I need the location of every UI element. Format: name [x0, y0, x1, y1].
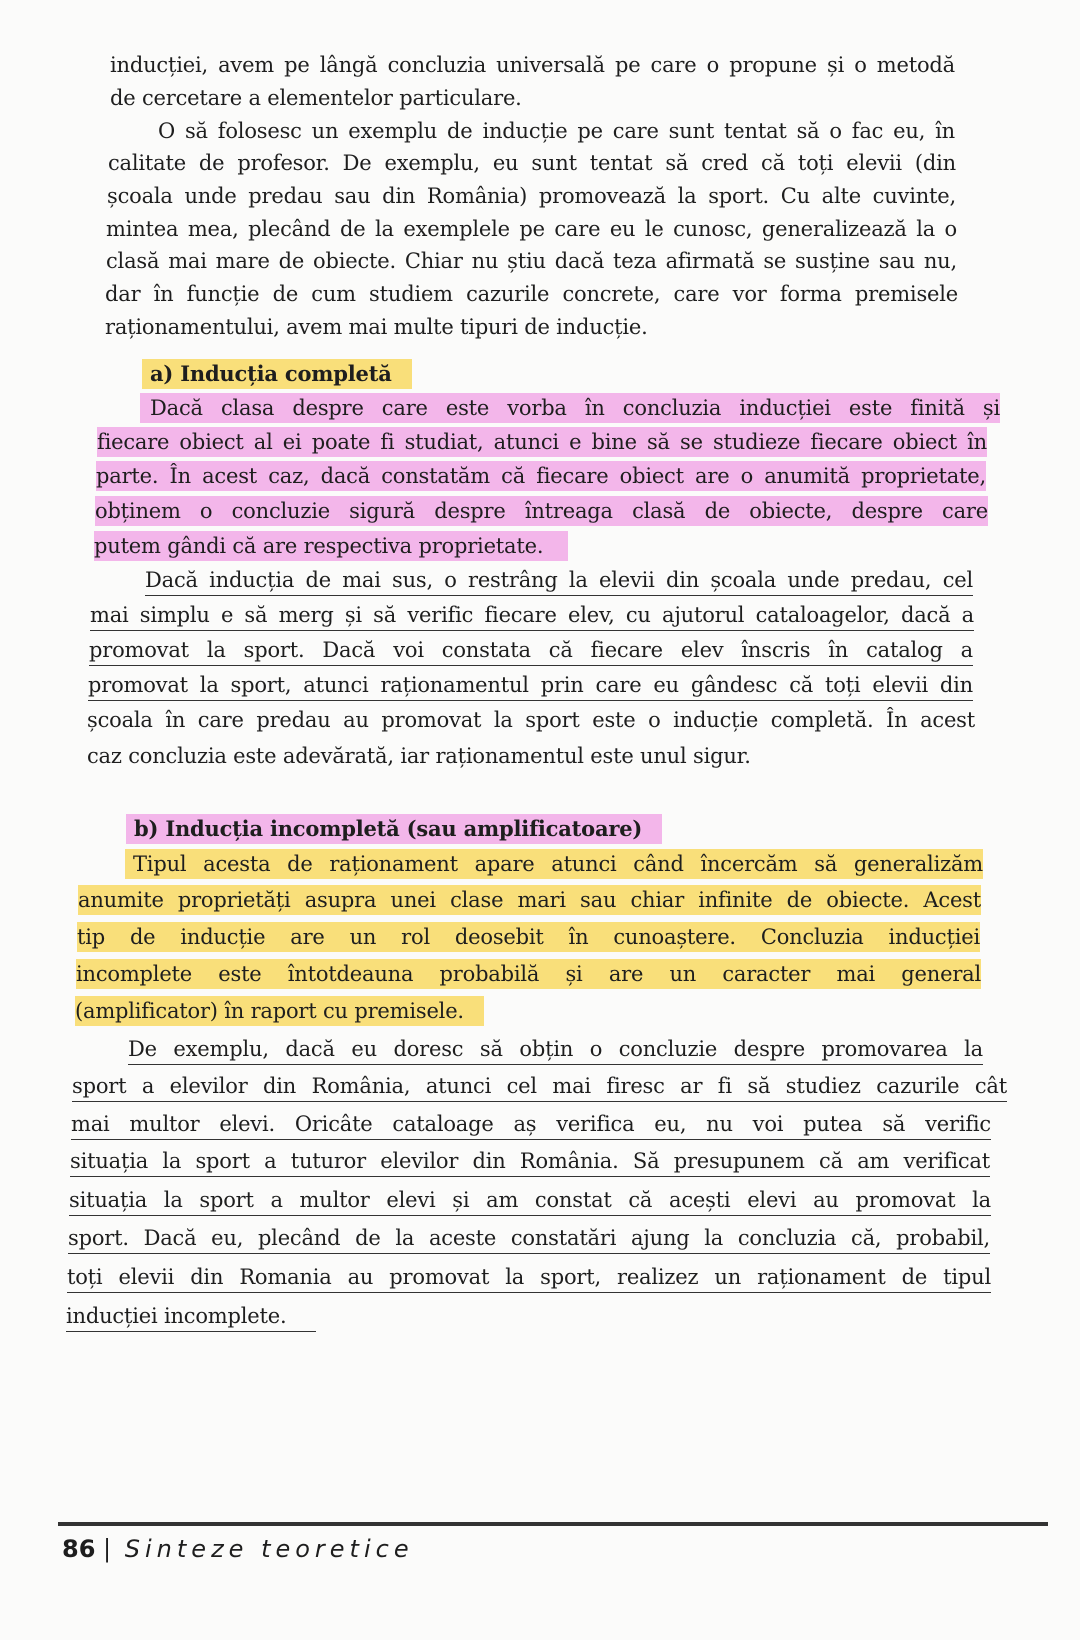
text-line: raționamentului, avem mai multe tipuri de inducție.	[105, 315, 648, 339]
text-line: școala unde predau sau din România) promovează la sport. Cu alte cuvinte,	[107, 184, 956, 208]
highlighted-line: (amplificator) în raport cu premisele.	[75, 996, 484, 1026]
text-line: de cercetare a elementelor particulare.	[110, 86, 522, 110]
text-line: caz concluzia este adevărată, iar raționamentul este unul sigur.	[87, 744, 751, 768]
book-title: Sinteze teoretice	[124, 1535, 414, 1563]
underlined-line: promovat la sport, atunci raționamentul prin care eu gândesc că toți elevii din	[88, 670, 973, 701]
underlined-line: situația la sport a multor elevi și am constat că acești elevi au promovat la	[69, 1185, 991, 1216]
page-number: 86	[62, 1535, 96, 1563]
highlighted-line: incomplete este întotdeauna probabilă și are un caracter mai general	[76, 959, 981, 989]
text-line: mintea mea, plecând de la exemplele pe care eu le cunosc, generalizează la o	[106, 217, 957, 241]
highlighted-line: Tipul acesta de raționament apare atunci când încercăm să generalizăm	[125, 849, 983, 879]
text-line: dar în funcție de cum studiem cazurile concrete, care vor forma premisele	[105, 282, 958, 306]
highlighted-line: obținem o concluzie sigură despre întreaga clasă de obiecte, despre care	[95, 496, 988, 526]
underlined-line: situația la sport a tuturor elevilor din România. Să presupunem că am verificat	[70, 1146, 990, 1177]
text-line: O să folosesc un exemplu de inducție pe care sunt tentat să o fac eu, în	[158, 119, 955, 143]
footer-separator: |	[103, 1535, 112, 1563]
underlined-line: promovat la sport. Dacă voi constata că fiecare elev înscris în catalog a	[89, 635, 973, 666]
highlighted-line: Dacă clasa despre care este vorba în concluzia inducției este finită și	[140, 393, 1000, 423]
highlighted-line: parte. În acest caz, dacă constatăm că fiecare obiect are o anumită proprietate,	[96, 461, 986, 491]
text-line: clasă mai mare de obiecte. Chiar nu știu dacă teza afirmată se susține sau nu,	[106, 249, 957, 273]
underlined-line: sport a elevilor din România, atunci cel mai firesc ar fi să studiez cazurile cât	[72, 1071, 1007, 1102]
page-footer	[62, 1535, 414, 1563]
underlined-line: mai multor elevi. Oricâte cataloage aș verifica eu, nu voi putea să verific	[71, 1109, 991, 1140]
underlined-line: inducției incomplete.	[66, 1301, 316, 1332]
highlighted-line: fiecare obiect al ei poate fi studiat, atunci e bine să se studieze fiecare obiect în	[97, 427, 987, 457]
underlined-line: mai simplu e să merg și să verific fiecare elev, cu ajutorul cataloagelor, dacă a	[90, 600, 974, 631]
underlined-line: sport. Dacă eu, plecând de la aceste constatări ajung la concluzia că, probabil,	[68, 1223, 990, 1254]
heading-incomplete-induction: b) Inducția incompletă (sau amplificatoare)	[126, 814, 662, 844]
text-line: școala în care predau au promovat la sport este o inducție completă. În acest	[87, 708, 975, 732]
heading-complete-induction: a) Inducția completă	[142, 359, 412, 389]
text-line: inducției, avem pe lângă concluzia universală pe care o propune și o metodă	[110, 53, 955, 77]
highlighted-line: putem gândi că are respectiva proprietate.	[94, 531, 568, 561]
underlined-line: toți elevii din Romania au promovat la sport, realizez un raționament de tipul	[67, 1262, 991, 1293]
highlighted-line: tip de inducție are un rol deosebit în cunoaștere. Concluzia inducției	[77, 922, 980, 952]
underlined-line: De exemplu, dacă eu doresc să obțin o concluzie despre promovarea la	[128, 1034, 983, 1065]
highlighted-line: anumite proprietăți asupra unei clase mari sau chiar infinite de obiecte. Acest	[78, 885, 981, 915]
underlined-line: Dacă inducția de mai sus, o restrâng la elevii din școala unde predau, cel	[145, 565, 973, 596]
footer-rule	[58, 1522, 1048, 1526]
text-line: calitate de profesor. De exemplu, eu sunt tentat să cred că toți elevii (din	[108, 151, 956, 175]
